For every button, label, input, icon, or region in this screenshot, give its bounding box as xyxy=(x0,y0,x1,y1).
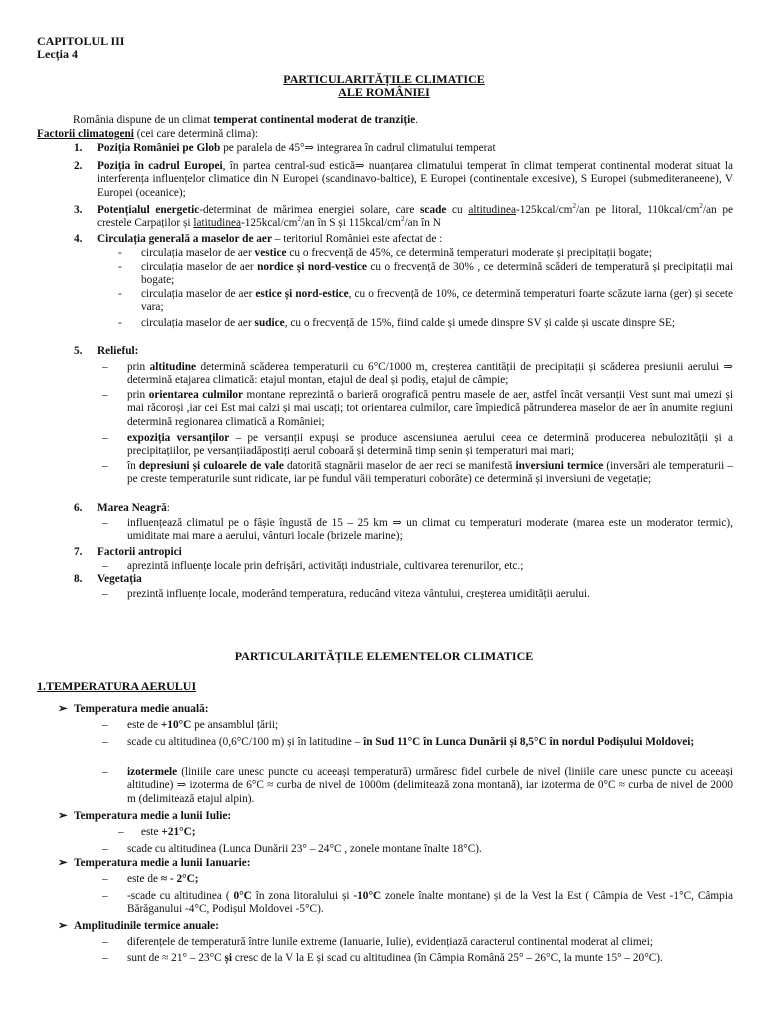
bullet-dash: – xyxy=(102,361,108,373)
temp-annual-heading: Temperatura medie anuală: xyxy=(74,703,209,715)
factor-item: Poziția în cadrul Europei, în partea central-sud estică⇒ nuanțarea climatului temperat în climat temperat continental moderat situat la interferența influențelor climatice din N Europei (scandinavo-baltice), E Europei (continentale excesive), S Europei (submediteraneene), V Europei (oceanice); xyxy=(97,160,733,199)
sea-item: influențează climatul pe o fâșie îngustă de 15 – 25 km ⇒ un climat cu temperaturi moderate (marea este un moderator termic), umiditate mai mare a aerului, vânturi locale (brizele marine); xyxy=(127,517,733,543)
temp-january-line: -scade cu altitudinea ( 0°C în zona litoralului și -10°C zonele înalte montane) și de la Vest la Est ( Câmpia de Vest -1°C, Câmpia Bărăganului -4°C, Podișul Moldovei -5°C). xyxy=(127,890,733,916)
temp-july-line: scade cu altitudinea (Lunca Dunării 23° – 24°C , zonele montane înalte 18°C). xyxy=(127,843,482,855)
section-title: PARTICULARITĂȚILE ELEMENTELOR CLIMATICE xyxy=(234,649,534,663)
subsection-title: 1.TEMPERATURA AERULUI xyxy=(37,679,197,693)
list-number: 1. xyxy=(74,142,83,154)
air-mass-item: circulația maselor de aer vestice cu o frecvență de 45%, ce determină temperaturi moderate și precipitații bogate; xyxy=(141,247,652,259)
bullet-dash: – xyxy=(102,766,108,778)
vegetation-item: prezintă influențe locale, moderând temperatura, reducând viteza vântului, creșterea umidității aerului. xyxy=(127,588,590,600)
intro-paragraph: România dispune de un climat temperat continental moderat de tranziție. xyxy=(73,114,419,126)
relief-item: prin altitudine determină scăderea temperaturii cu 6°C/1000 m, creșterea cantității de precipitații și scăderea presiunii aerului ⇒ determină etajarea climatică: etajul montan, etajul de deal și podiș, etajul de câmpie; xyxy=(127,361,734,387)
list-number: 4. xyxy=(74,233,83,245)
temp-july-heading: Temperatura medie a lunii Iulie: xyxy=(74,810,232,822)
air-mass-item: circulația maselor de aer nordice și nord-vestice cu o frecvență de 30% , ce determină scăderi de temperatură și precipitații mai bogate; xyxy=(141,261,733,287)
anthropic-item: aprezintă influențe locale prin defrișări, activități industriale, cultivarea terenurilor, etc.; xyxy=(127,560,524,572)
temp-annual-line: este de +10°C pe ansamblul țării; xyxy=(127,719,279,731)
list-number: 8. xyxy=(74,573,83,585)
temp-annual-line: scade cu altitudinea (0,6°C/100 m) și în latitudine – în Sud 11°C în Lunca Dunării și 8,5°C în nordul Podișului Moldovei; xyxy=(127,736,695,748)
bullet-dash: – xyxy=(102,736,108,748)
title-line-1: PARTICULARITĂȚILE CLIMATICE xyxy=(283,72,485,86)
arrow-bullet-icon: ➢ xyxy=(58,703,68,715)
bullet-dash: – xyxy=(102,936,108,948)
air-mass-item: circulația maselor de aer estice și nord-estice, cu o frecvență de 10%, ce determină temperaturi foarte scăzute iarna (ger) și secete vara; xyxy=(141,288,733,314)
bullet-dash: - xyxy=(118,261,122,273)
bullet-dash: – xyxy=(102,389,108,401)
arrow-bullet-icon: ➢ xyxy=(58,920,68,932)
air-mass-item: circulația maselor de aer sudice, cu o frecvență de 15%, fiind calde și umede dinspre SV și calde și uscate dinspre SE; xyxy=(141,317,676,329)
relief-item: expoziția versanților – pe versanții expuși se produce ascensiunea aerului ceea ce determină producerea nebulozității și a precipitațiilor, pe versanțiiadăpostiți aerul coboară și determină timp senin și temperaturi mai mari; xyxy=(127,432,734,458)
temp-january-line: este de ≈ - 2°C; xyxy=(127,873,199,885)
factors-heading: Factorii climatogeni (cei care determină clima): xyxy=(37,128,259,140)
bullet-dash: – xyxy=(102,460,108,472)
factor-item: Potențialul energetic-determinat de mărimea energiei solare, care scade cu altitudinea-$125kcal/cm^2/an$ pe litoral, $110kcal/cm^2/an$ pe crestele Carpaților și latitudinea-$125kcal/cm^2/an$ în S și $115kcal/cm^2/an$ în N xyxy=(97,202,733,230)
temp-amplitude-line: sunt de ≈ 21° – 23°C și cresc de la V la E și scad cu altitudinea (în Câmpia Română 25° – 26°C, la munte 15° – 20°C). xyxy=(127,952,663,964)
temp-amplitude-line: diferențele de temperatură între lunile extreme (Ianuarie, Iulie), evidențiază caracterul continental moderat al climei; xyxy=(127,936,653,948)
bullet-dash: - xyxy=(118,288,122,300)
factor-item: Marea Neagră: xyxy=(97,502,170,514)
bullet-dash: – xyxy=(102,432,108,444)
bullet-dash: – xyxy=(102,588,108,600)
bullet-dash: – xyxy=(102,873,108,885)
list-number: 5. xyxy=(74,345,83,357)
factor-item: Vegetația xyxy=(97,573,142,585)
temp-january-heading: Temperatura medie a lunii Ianuarie: xyxy=(74,857,251,869)
factor-item: Factorii antropici xyxy=(97,546,182,558)
arrow-bullet-icon: ➢ xyxy=(58,857,68,869)
bullet-dash: – xyxy=(102,517,108,529)
relief-item: prin orientarea culmilor montane reprezintă o barieră orografică pentru masele de aer, astfel încât versanții Vest sunt mai umezi și mai răcoroși ,iar cei Est mai calzi și mai uscați; tot orientarea culmilor, care împiedică pătrunderea maselor de aer în anumite regiuni determină regionarea climatică a României; xyxy=(127,389,733,428)
bullet-dash: – xyxy=(102,890,108,902)
temp-annual-line: izotermele (liniile care unesc puncte cu aceeași temperatură) urmăresc fidel curbele de nivel (liniile care unesc puncte cu aceeași altitudine) ⇒ izoterma de 6°C ≈ curba de nivel de 1000m (delimitează zona montană), iar izoterma de 0°C ≈ curba de nivel de 2000 m (delimitează etajul alpin). xyxy=(127,766,733,805)
temp-july-line: este +21°C; xyxy=(141,826,196,838)
title-line-2: ALE ROMÂNIEI xyxy=(338,85,430,99)
bullet-dash: – xyxy=(118,826,124,838)
factor-item: Relieful: xyxy=(97,345,139,357)
list-number: 6. xyxy=(74,502,83,514)
arrow-bullet-icon: ➢ xyxy=(58,810,68,822)
list-number: 7. xyxy=(74,546,83,558)
temp-amplitude-heading: Amplitudinile termice anuale: xyxy=(74,920,219,932)
factor-item: Circulația generală a maselor de aer – teritoriul României este afectat de : xyxy=(97,233,443,245)
bullet-dash: – xyxy=(102,719,108,731)
bullet-dash: – xyxy=(102,843,108,855)
list-number: 2. xyxy=(74,160,83,172)
list-number: 3. xyxy=(74,204,83,216)
bullet-dash: - xyxy=(118,247,122,259)
lesson-label: Lecția 4 xyxy=(37,47,78,61)
chapter-label: CAPITOLUL III xyxy=(37,34,125,48)
relief-item: în depresiuni și culoarele de vale datorită stagnării maselor de aer reci se manifestă inversiuni termice (inversări ale temperaturii – pe creste temperaturile sunt ridicate, iar pe fundul văii temperaturi coborâte) ce determină și inversiuni de vegetație; xyxy=(127,460,733,486)
bullet-dash: – xyxy=(102,952,108,964)
bullet-dash: - xyxy=(118,317,122,329)
factor-item: Poziția României pe Glob pe paralela de 45°⇒ integrarea în cadrul climatului temperat xyxy=(97,142,496,154)
bullet-dash: – xyxy=(102,560,108,572)
